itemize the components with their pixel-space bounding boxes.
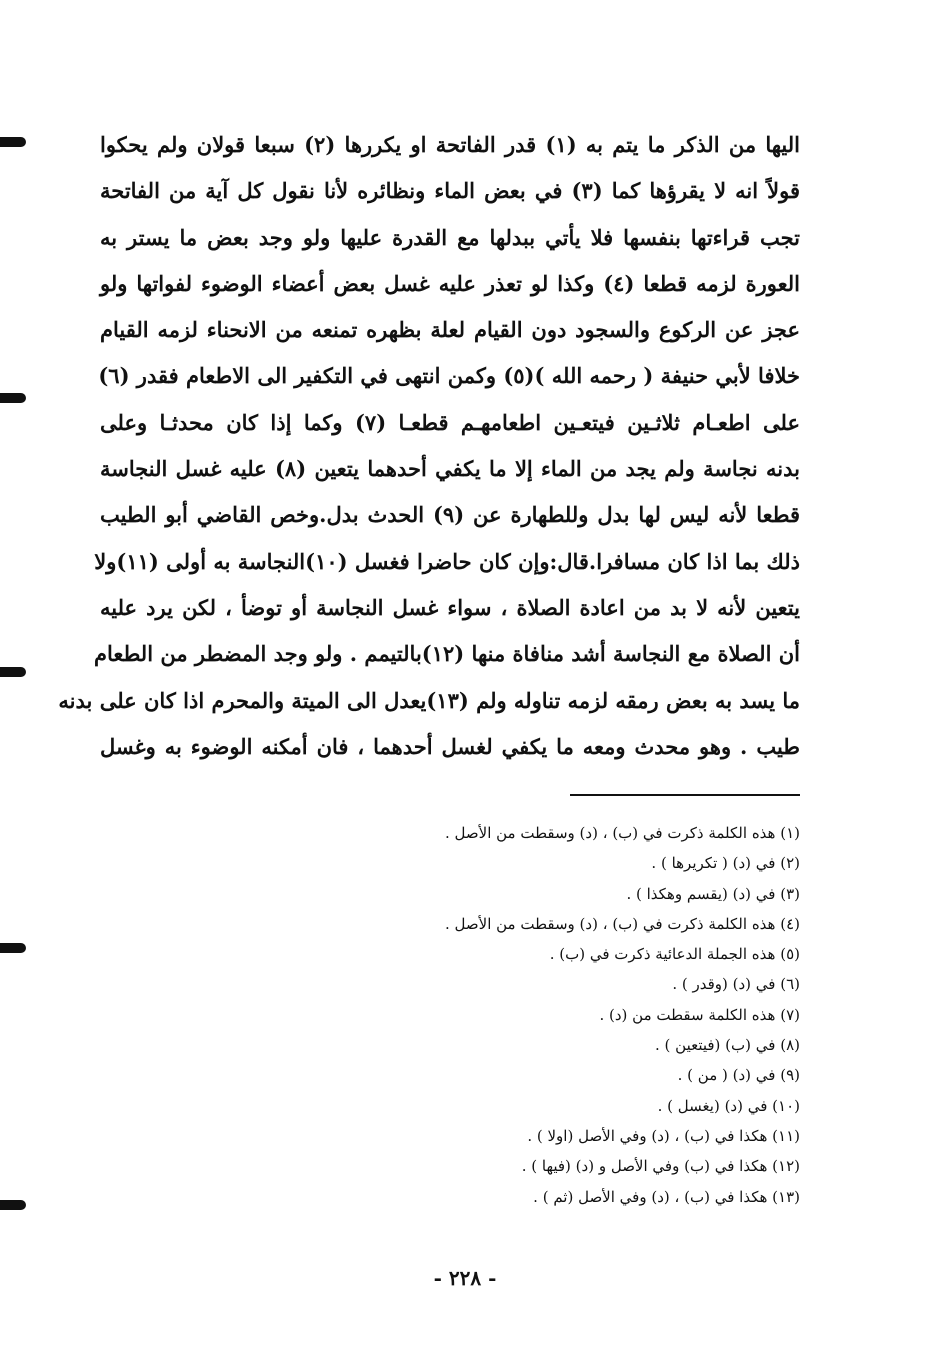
footnote-separator — [570, 794, 800, 796]
text-line: ما يسد به بعض رمقه لزمه تناوله ولم (١٣)يعدل الى الميتة والمحرم اذا كان على بدنه — [58, 687, 800, 713]
footnote: (٨) في (ب) (فيتعين ) . — [655, 1036, 800, 1055]
footnote: (٢) في (د) ( تكريرها ) . — [651, 854, 800, 873]
margin-mark — [0, 393, 26, 403]
main-text-block — [58, 122, 801, 770]
footnote: (٥) هذه الجملة الدعائية ذكرت في (ب) . — [549, 945, 800, 964]
text-line: قطعا لأنه ليس لها بدل وللطهارة عن (٩) الحدث بدل.وخص القاضي أبو الطيب — [100, 502, 800, 528]
page-number: - ٢٢٨ - — [433, 1266, 497, 1290]
footnote: (١١) هكذا في (ب) ، (د) وفي الأصل (اولا ) . — [527, 1126, 800, 1145]
footnote: (٧) هذه الكلمة سقطت من (د) . — [599, 1005, 800, 1024]
text-line: قولاً انه لا يقرؤها كما (٣) في بعض الماء ونظائره لأنا نقول كل آية من الفاتحة — [100, 178, 801, 204]
footnote: (١٣) هكذا في (ب) ، (د) وفي الأصل (ثم ) . — [533, 1187, 800, 1206]
text-line: أن الصلاة مع النجاسة أشد منافاة منها (١٢)بالتيمم . ولو وجد المضطر من الطعام — [94, 641, 800, 667]
footnote: (١) هذه الكلمة ذكرت في (ب) ، (د) وسقطت من الأصل . — [445, 824, 800, 842]
footnotes-block — [360, 818, 800, 1212]
footnote: (٩) في (د) ( من ) . — [677, 1066, 800, 1085]
text-line: خلافا لأبي حنيفة ( رحمه الله )(٥) وكمن انتهى في التكفير الى الاطعام فقدر (٦) — [98, 363, 800, 389]
text-line: بدنه نجاسة ولم يجد من الماء إلا ما يكفي أحدهما يتعين (٨) عليه غسل النجاسة — [100, 456, 800, 482]
footnote: (٣) في (د) (يقسم وهكذا ) . — [626, 884, 800, 903]
text-line: عجز عن الركوع والسجود دون القيام لعلة بظهره تمنعه من الانحناء لزمه القيام — [100, 317, 800, 343]
margin-mark — [0, 667, 26, 677]
text-line: يتعين لأنه لا بد من اعادة الصلاة ، سواء غسل النجاسة أو توضأ ، لكن يرد عليه — [100, 594, 800, 620]
text-line: على اطعـام ثلاثـين فيتعـين اطعامهـم قطعـا (٧) وكما إذا كان محدثـا وعلى — [100, 409, 800, 435]
footnote: (١٠) في (د) (يغسل ) . — [657, 1096, 800, 1115]
text-line: العورة لزمه قطعا (٤) وكذا لو تعذر عليه غسل بعض أعضاء الوضوء لفواتها ولو — [100, 270, 800, 296]
margin-mark — [0, 943, 26, 953]
footnote: (١٢) هكذا في (ب) وفي الأصل و (د) (فيها ) . — [521, 1157, 800, 1176]
text-line: طيب . وهو محدث ومعه ما يكفي لغسل أحدهما ، فان أمكنه الوضوء به وغسل — [100, 733, 800, 759]
footnote: (٦) في (د) (وقدر ) . — [672, 975, 800, 994]
margin-mark — [0, 1200, 26, 1210]
margin-mark — [0, 137, 26, 147]
text-line: اليها من الذكر ما يتم به (١) قدر الفاتحة او يكررها (٢) سبعا قولان ولم يحكوا — [100, 132, 801, 157]
text-line: ذلك بما اذا كان مسافرا.قال:وإن كان حاضرا فغسل (١٠)النجاسة به أولى (١١)ولا — [94, 548, 800, 574]
text-line: تجب قراءتها بنفسها فلا يأتي ببدلها مع القدرة عليها ولو وجد بعض ما يستر به — [100, 224, 800, 250]
footnote: (٤) هذه الكلمة ذكرت في (ب) ، (د) وسقطت من الأصل . — [445, 914, 800, 933]
